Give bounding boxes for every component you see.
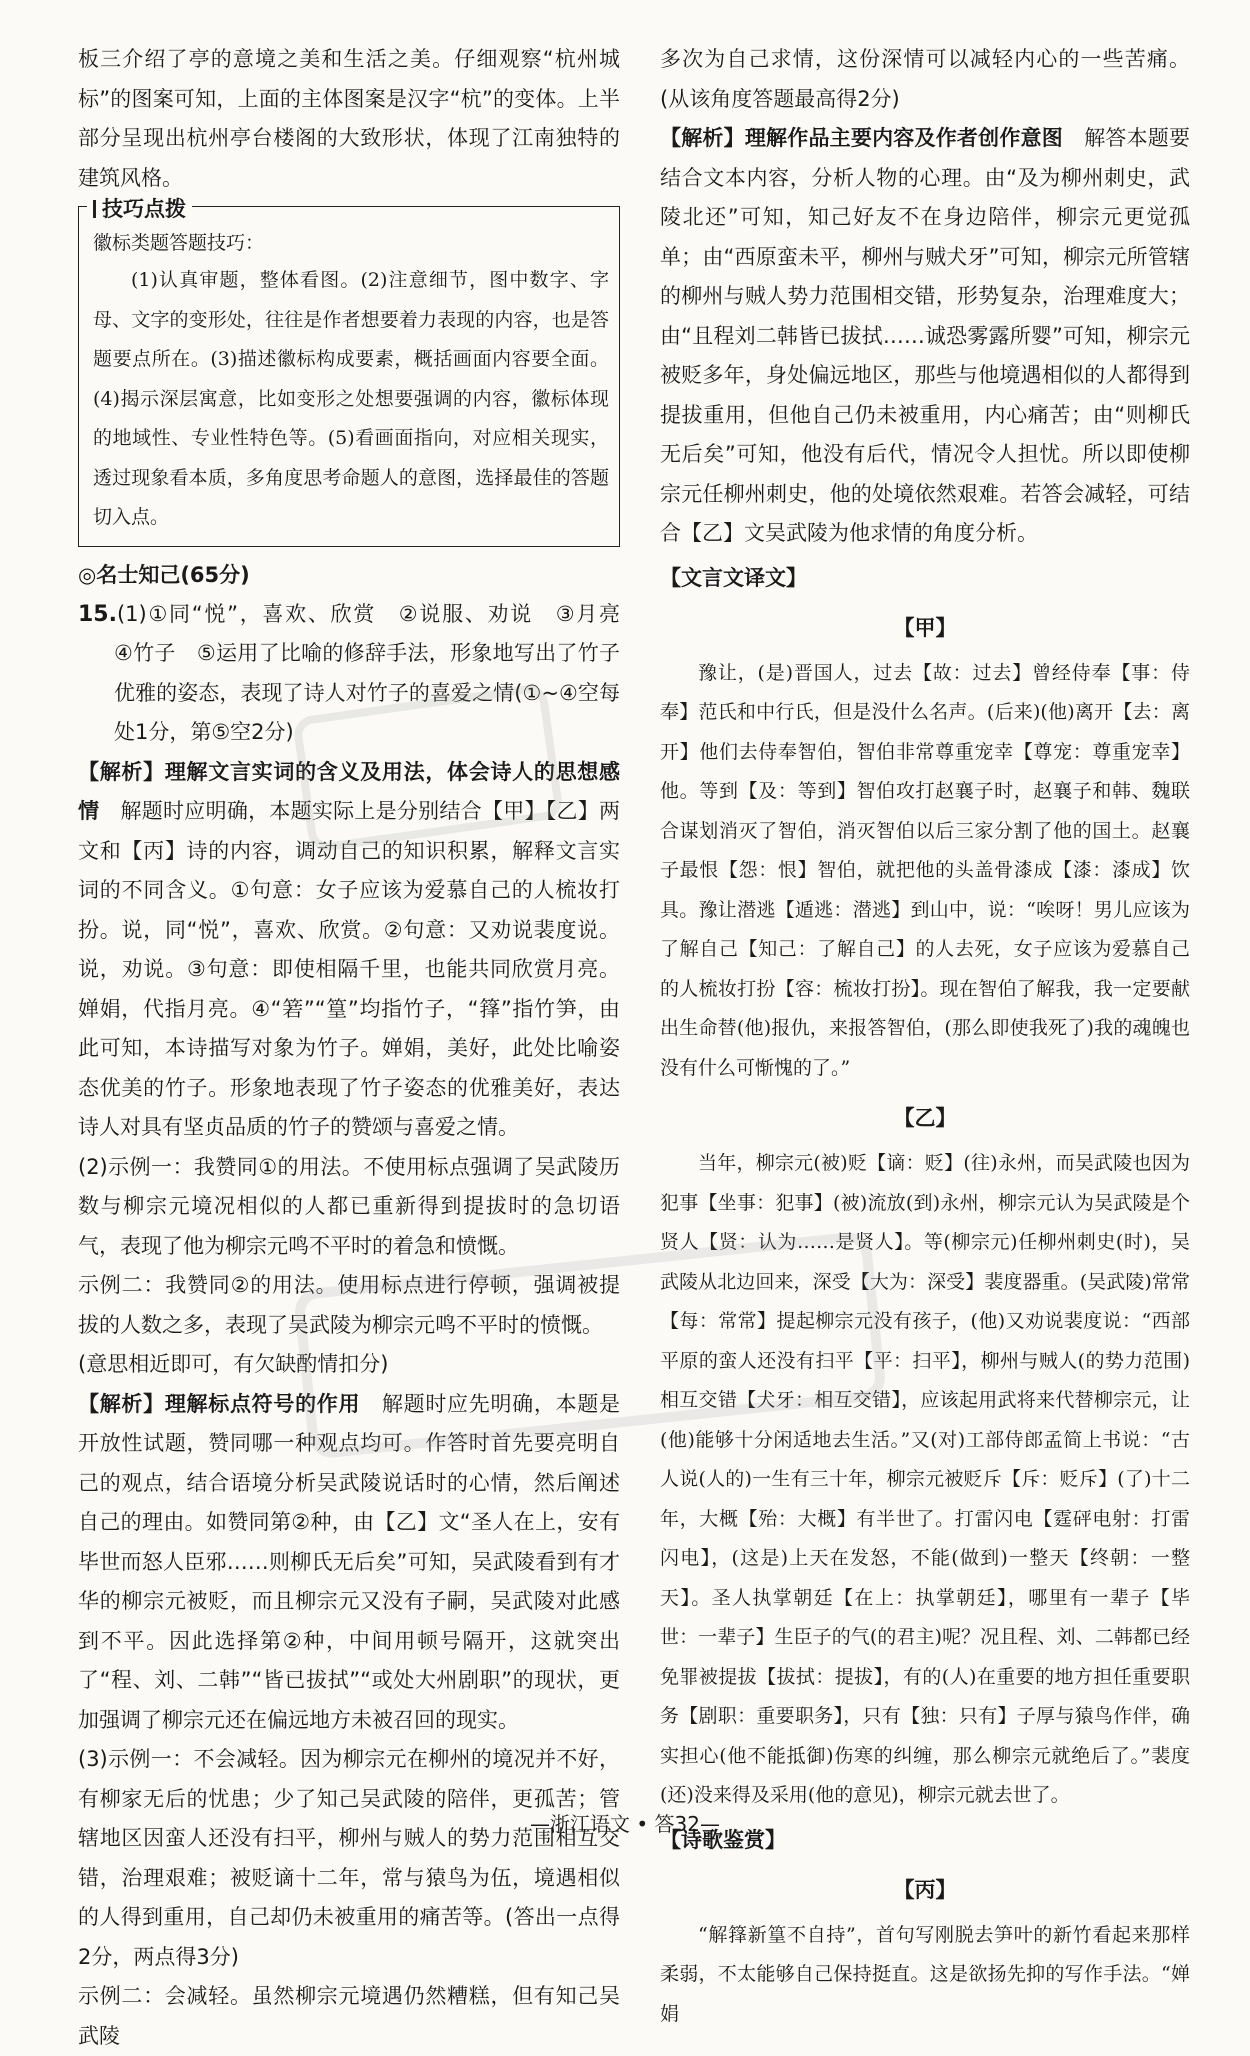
translation-heading: 【文言文译文】 [660,565,807,590]
bing-text: “解箨新篁不自持”，首句写刚脱去笋叶的新竹看起来那样柔弱，不太能够自己保持挺直。这是欲扬先抑的写作手法。“婵娟 [660,1923,1190,2025]
analysis-1-tag: 【解析】理解文言实词的含义及用法，体会诗人的思想感情 [78,759,620,823]
analysis-3-text: 解答本题要结合文本内容，分析人物的心理。由“及为柳州刺史，武陵北还”可知，知己好友不在身边陪伴，柳宗元更觉孤单；由“西原蛮未平，柳州与贼犬牙”可知，柳宗元所管辖的柳州与贼人势力范围相交错，形势复杂，治理难度大；由“且程刘二韩皆已拔拭……诚恐雾露所婴”可知，柳宗元被贬多年，身处偏远地区，那些与他境遇相似的人都得到提拔重用，但他自己仍未被重用，内心痛苦；由“则柳氏无后矣”可知，他没有后代，情况令人担忧。所以即使柳宗元任柳州刺史，他的处境依然艰难。若答会减轻，可结合【乙】文吴武陵为他求情的角度分析。 [660,126,1191,545]
answer-3: (3)示例一：不会减轻。因为柳宗元在柳州的境况并不好，有柳家无后的忧患；少了知己吴武陵的陪伴，更孤苦；管辖地区因蛮人还没有扫平，柳州与贼人的势力范围相互交错，治理艰难；被贬谪十二年，常与猿鸟为伍，境遇相似的人得到重用，自己却仍未被重用的痛苦等。(答出一点得2分，两点得3分) [78,1747,620,1969]
q15-answer-1 [78,595,641,753]
tip-heading: 技巧点拨 [87,193,192,223]
tip-text: (1)认真审题，整体看图。(2)注意细节，图中数字、字母、文字的变形处，往往是作者想要着力表现的内容，也是答题要点所在。(3)描述徽标构成要素，概括画面内容要全面。(4)揭示深层寓意，比如变形之处想要强调的内容，徽标体现的地域性、专业性特色等。(5)看画面指向，对应相关现实，透过现象看本质，多角度思考命题人的意图，选择最佳的答题切入点。 [93,269,609,528]
answer-3-example-2: 示例二：会减轻。虽然柳宗元境遇仍然糟糕，但有知己吴武陵 [78,1984,620,2048]
jia-translation: 豫让，(是)晋国人，过去【故：过去】曾经侍奉【事：侍奉】范氏和中行氏，但是没什么名声。(后来)(他)离开【去：离开】他们去侍奉智伯，智伯非常尊重宠幸【尊宠：尊重宠幸】他。等到【及：等到】智伯攻打赵襄子时，赵襄子和韩、魏联合谋划消灭了智伯，消灭智伯以后三家分割了他的国土。赵襄子最恨【怨：恨】智伯，就把他的头盖骨漆成【漆：漆成】饮具。豫让潜逃【遁逃：潜逃】到山中，说：“唉呀！男儿应该为了解自己【知己：了解自己】的人去死，女子应该为爱慕自己的人梳妆打扮【容：梳妆打扮】。现在智伯了解我，我一定要献出生命替(他)报仇，来报答智伯，(那么即使我死了)我的魂魄也没有什么可惭愧的了。” [660,661,1190,1079]
answer-2-example-2: 示例二：我赞同②的用法。使用标点进行停顿，强调被提拔的人数之多，表现了吴武陵为柳宗元鸣不平时的愤慨。 [78,1273,620,1337]
tip-box [78,197,620,547]
analysis-3 [660,119,1190,554]
analysis-1-text: 解题时应明确，本题实际上是分别结合【甲】【乙】两文和【丙】诗的内容，调动自己的知识积累，解释文言实词的不同含义。①句意：女子应该为爱慕自己的人梳妆打扮。说，同“悦”，喜欢、欣赏。②句意：又劝说裴度说。说，劝说。③句意：即使相隔千里，也能共同欣赏月亮。婵娟，代指月亮。④“箬”“篁”均指竹子，“箨”指竹笋，由此可知，本诗描写对象为竹子。婵娟，美好，此处比喻姿态优美的竹子。形象地表现了竹子姿态的优雅美好，表达诗人对具有坚贞品质的竹子的赞颂与喜爱之情。 [78,799,621,1139]
jia-heading: 【甲】 [893,615,957,640]
analysis-1 [78,753,620,1148]
analysis-2-text: 解题时应先明确，本题是开放性试题，赞同哪一种观点均可。作答时首先要亮明自己的观点，结合语境分析吴武陵说话时的心情，然后阐述自己的理由。如赞同第②种，由【乙】文“圣人在上，安有毕世而怒人臣邪……则柳氏无后矣”可知，吴武陵看到有才华的柳宗元被贬，而且柳宗元又没有子嗣，吴武陵对此感到不平。因此选择第②种，中间用顿号隔开，这就突出了“程、刘、二韩”“皆已拔拭”“或处大州剧职”的现状，更加强调了柳宗元还在偏远地方未被召回的现实。 [78,1391,621,1732]
answer-2-note: (意思相近即可，有欠缺酌情扣分) [78,1352,389,1376]
left-paragraph-1: 板三介绍了亭的意境之美和生活之美。仔细观察“杭州城标”的图案可知，上面的主体图案是汉字“杭”的变体。上半部分呈现出杭州亭台楼阁的大致形状，体现了江南独特的建筑风格。 [78,47,620,190]
bing-heading: 【丙】 [893,1877,957,1902]
analysis-3-tag: 【解析】理解作品主要内容及作者创作意图 [660,126,1063,150]
section-heading: ◎名士知己(65分) [78,562,250,587]
right-column [660,40,1190,2034]
right-paragraph-1: 多次为自己求情，这份深情可以减轻内心的一些苦痛。(从该角度答题最高得2分) [660,47,1190,111]
answer-2: (2)示例一：我赞同①的用法。不使用标点强调了吴武陵历数与柳宗元境况相似的人都已重新得到提拔时的急切语气，表现了他为柳宗元鸣不平时的着急和愤慨。 [78,1154,620,1258]
yi-translation: 当年，柳宗元(被)贬【谪：贬】(往)永州，而吴武陵也因为犯事【坐事：犯事】(被)流放(到)永州，柳宗元认为吴武陵是个贤人【贤：认为……是贤人】。等(柳宗元)任柳州刺史(时)，吴武陵从北边回来，深受【大为：深受】裴度器重。(吴武陵)常常【每：常常】提起柳宗元没有孩子，(他)又劝说裴度说：“西部平原的蛮人还没有扫平【平：扫平】，柳州与贼人(的势力范围)相互交错【犬牙：相互交错】，应该起用武将来代替柳宗元，让(他)能够十分闲适地去生活。”又(对)工部侍郎孟简上书说：“古人说(人的)一生有三十年，柳宗元被贬斥【斥：贬斥】(了)十二年，大概【殆：大概】有半世了。打雷闪电【霆砰电射：打雷闪电】，(这是)上天在发怒，不能(做到)一整天【终朝：一整天】。圣人执掌朝廷【在上：执掌朝廷】，哪里有一辈子【毕世：一辈子】生臣子的气(的君主)呢？况且程、刘、二韩都已经免罪被提拔【拔拭：提拔】，有的(人)在重要的地方担任重要职务【剧职：重要职务】，只有【独：只有】子厚与猿鸟作伴，确实担心(他不能抵御)伤寒的纠缠，那么柳宗元就绝后了。”裴度(还)没来得及采用(他的意见)，柳宗元就去世了。 [660,1152,1190,1806]
poem-appreciation-heading: 【诗歌鉴赏】 [660,1827,786,1852]
yi-heading: 【乙】 [893,1106,957,1130]
question-number: 15. [78,601,117,627]
page-footer: —浙江语文 • 答32— [530,1812,720,1836]
tip-title: 徽标类题答题技巧： [93,232,265,254]
analysis-2 [78,1385,620,1741]
tip-body [93,225,609,538]
answer-1-text: (1)①同“悦”，喜欢、欣赏 ②说服、劝说 ③月亮 ④竹子 ⑤运用了比喻的修辞手法，形象地写出了竹子优雅的姿态，表现了诗人对竹子的喜爱之情(①~④空每处1分，第⑤空2分) [114,601,641,744]
analysis-2-tag: 【解析】理解标点符号的作用 [78,1391,361,1416]
